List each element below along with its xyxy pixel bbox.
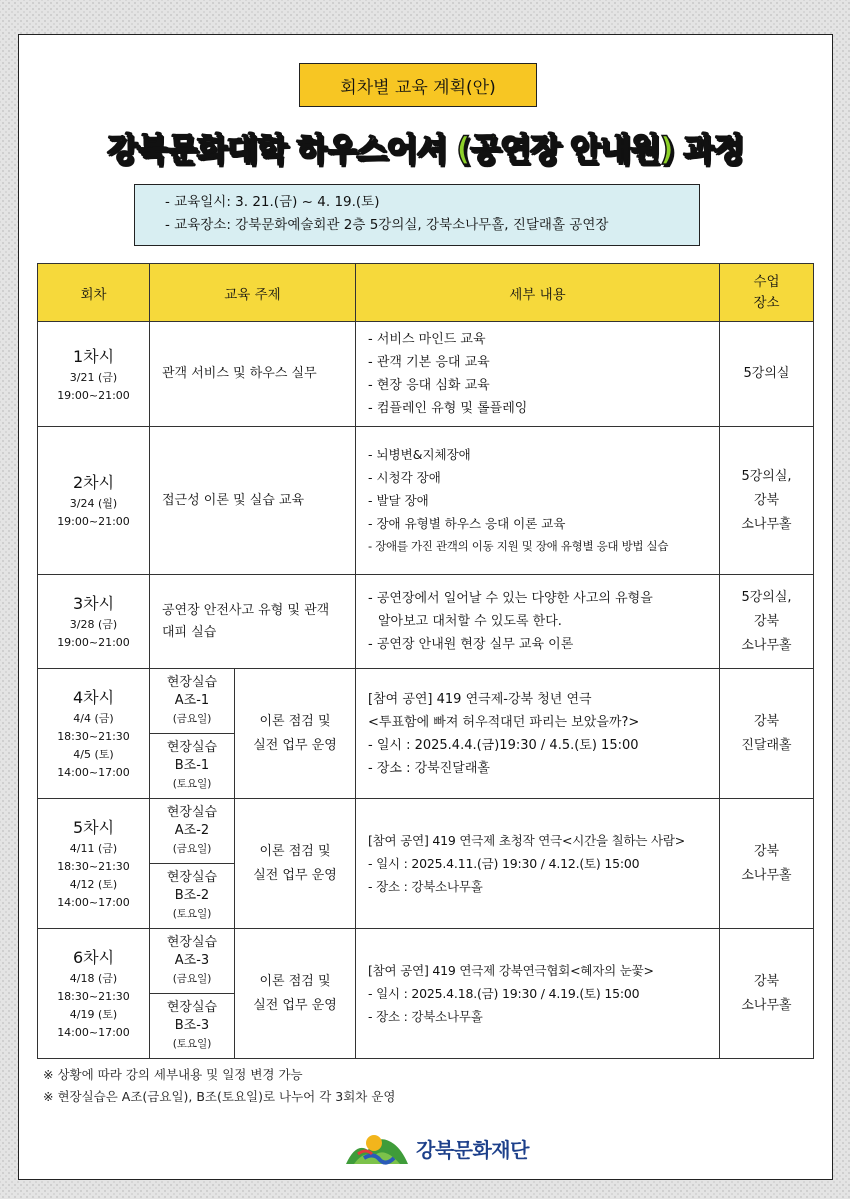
session-date: 4/19 (토) bbox=[69, 1008, 118, 1021]
session-name: 6차시 bbox=[72, 948, 115, 967]
session-time: 19:00~21:00 bbox=[57, 636, 130, 649]
plan-badge: 회차별 교육 계획(안) bbox=[299, 63, 537, 107]
table-row bbox=[38, 322, 814, 427]
detail-line: - 공연장에서 일어날 수 있는 다양한 사고의 유형을 bbox=[368, 591, 653, 606]
detail-cell bbox=[356, 575, 720, 669]
detail-line: - 현장 응대 심화 교육 bbox=[368, 378, 490, 393]
detail-line: [참여 공연] 419 연극제 강북연극협회<혜자의 눈꽃> bbox=[368, 963, 654, 978]
detail-cell bbox=[356, 427, 720, 575]
title-main: 강북문화대학 하우스어셔 bbox=[106, 130, 457, 168]
group-id: A조-3 bbox=[174, 953, 210, 968]
session-time: 18:30~21:30 bbox=[57, 990, 130, 1003]
session-date: 4/12 (토) bbox=[69, 878, 118, 891]
header-place-line2: 장소 bbox=[753, 294, 780, 311]
place-line: 강북 bbox=[753, 492, 780, 508]
place-line: 5강의실 bbox=[743, 366, 790, 381]
subtopic-line: 실전 업무 운영 bbox=[253, 737, 337, 753]
subtopic-cell bbox=[235, 669, 356, 799]
group-day: (토요일) bbox=[172, 1038, 212, 1050]
subtopic-line: 이론 점검 및 bbox=[259, 973, 331, 989]
footnotes bbox=[43, 1064, 396, 1108]
place-line: 소나무홀 bbox=[741, 997, 792, 1013]
place-cell bbox=[720, 427, 814, 575]
place-cell bbox=[720, 799, 814, 929]
group-label: 현장실습 bbox=[166, 870, 218, 885]
place-line: 소나무홀 bbox=[741, 516, 792, 532]
info-box bbox=[134, 184, 700, 246]
session-date: 3/24 (월) bbox=[69, 497, 118, 510]
footnote: ※ 현장실습은 A조(금요일), B조(토요일)로 나누어 각 3회차 운영 bbox=[43, 1089, 396, 1104]
subtopic-line: 실전 업무 운영 bbox=[253, 997, 337, 1013]
foundation-name: 강북문화재단 bbox=[416, 1137, 529, 1162]
schedule-table bbox=[37, 263, 814, 1059]
subtopic-line: 이론 점검 및 bbox=[259, 713, 331, 729]
header-place bbox=[720, 264, 814, 322]
session-name: 1차시 bbox=[72, 346, 115, 366]
topic-line: 공연장 안전사고 유형 및 관객 bbox=[162, 602, 330, 618]
place-cell bbox=[720, 575, 814, 669]
subtopic-cell bbox=[235, 929, 356, 1059]
session-name: 3차시 bbox=[72, 594, 115, 613]
session-time: 19:00~21:00 bbox=[57, 388, 130, 402]
place-cell bbox=[720, 929, 814, 1059]
place-line: 5강의실, bbox=[741, 589, 792, 605]
footnote: ※ 상황에 따라 강의 세부내용 및 일정 변경 가능 bbox=[43, 1067, 303, 1082]
detail-line: - 장소 : 강북진달래홀 bbox=[368, 760, 490, 776]
detail-cell bbox=[356, 669, 720, 799]
foundation-logo-icon bbox=[344, 1128, 410, 1168]
detail-line: - 일시 : 2025.4.18.(금) 19:30 / 4.19.(토) 15:00 bbox=[368, 986, 640, 1001]
group-id: B조-2 bbox=[174, 888, 210, 903]
session-time: 14:00~17:00 bbox=[57, 896, 130, 909]
session-time: 14:00~17:00 bbox=[57, 766, 130, 779]
session-time: 19:00~21:00 bbox=[57, 515, 130, 528]
detail-line: - 일시 : 2025.4.11.(금) 19:30 / 4.12.(토) 15:00 bbox=[368, 856, 640, 871]
place-line: 강북 bbox=[753, 843, 780, 859]
group-day: (토요일) bbox=[172, 908, 212, 920]
detail-line: <투표함에 빠져 허우적대던 파리는 보았을까?> bbox=[368, 714, 640, 730]
place-line: 진달래홀 bbox=[741, 737, 792, 753]
topic-cell bbox=[150, 575, 356, 669]
session-cell bbox=[38, 322, 150, 427]
session-date: 4/4 (금) bbox=[73, 712, 114, 725]
group-a-cell bbox=[150, 669, 235, 734]
session-name: 4차시 bbox=[72, 688, 115, 707]
topic-line: 대피 실습 bbox=[162, 624, 217, 640]
detail-line: - 컴플레인 유형 및 롤플레잉 bbox=[368, 401, 528, 416]
place-line: 강북 bbox=[753, 613, 780, 629]
topic-cell: 접근성 이론 및 실습 교육 bbox=[150, 427, 356, 575]
topic-cell: 관객 서비스 및 하우스 실무 bbox=[150, 322, 356, 427]
session-time: 18:30~21:30 bbox=[57, 860, 130, 873]
place-line: 5강의실, bbox=[741, 468, 792, 484]
session-cell bbox=[38, 669, 150, 799]
group-day: (금요일) bbox=[172, 973, 212, 985]
detail-cell bbox=[356, 322, 720, 427]
place-cell bbox=[720, 322, 814, 427]
detail-line: - 장애를 가진 관객의 이동 지원 및 장애 유형별 응대 방법 실습 bbox=[368, 539, 669, 553]
detail-line: - 시청각 장애 bbox=[368, 470, 441, 485]
subtopic-line: 이론 점검 및 bbox=[259, 843, 331, 859]
foundation-logo bbox=[344, 1126, 529, 1170]
table-row bbox=[38, 929, 814, 994]
group-id: A조-1 bbox=[174, 693, 210, 708]
group-id: A조-2 bbox=[174, 823, 210, 838]
subtopic-cell bbox=[235, 799, 356, 929]
info-venue: - 교육장소: 강북문화예술회관 2층 5강의실, 강북소나무홀, 진달래홀 공연장 bbox=[165, 217, 609, 233]
detail-line: - 공연장 안내원 현장 실무 교육 이론 bbox=[368, 637, 574, 652]
header-place-line1: 수업 bbox=[753, 273, 780, 290]
page-title bbox=[0, 124, 850, 170]
group-a-cell bbox=[150, 929, 235, 994]
detail-line: - 서비스 마인드 교육 bbox=[368, 332, 486, 347]
detail-line: 알아보고 대처할 수 있도록 한다. bbox=[378, 614, 562, 629]
detail-cell bbox=[356, 799, 720, 929]
detail-cell bbox=[356, 929, 720, 1059]
detail-line: - 장소 : 강북소나무홀 bbox=[368, 879, 483, 894]
session-cell bbox=[38, 799, 150, 929]
info-schedule: - 교육일시: 3. 21.(금) ~ 4. 19.(토) bbox=[165, 194, 380, 210]
group-a-cell bbox=[150, 799, 235, 864]
table-row bbox=[38, 669, 814, 734]
detail-line: - 발달 장애 bbox=[368, 493, 429, 508]
table-header-row bbox=[38, 264, 814, 322]
table-row bbox=[38, 427, 814, 575]
session-date: 3/28 (금) bbox=[69, 618, 118, 631]
session-name: 2차시 bbox=[72, 473, 115, 492]
detail-line: [참여 공연] 419 연극제 초청작 연극<시간을 칠하는 사람> bbox=[368, 833, 686, 848]
session-cell bbox=[38, 427, 150, 575]
place-cell bbox=[720, 669, 814, 799]
title-highlight: (공연장 안내원) bbox=[456, 130, 674, 168]
header-detail: 세부 내용 bbox=[356, 264, 720, 322]
session-time: 18:30~21:30 bbox=[57, 730, 130, 743]
place-line: 강북 bbox=[753, 713, 780, 729]
group-label: 현장실습 bbox=[166, 740, 218, 755]
place-line: 강북 bbox=[753, 973, 780, 989]
group-label: 현장실습 bbox=[166, 675, 218, 690]
group-b-cell bbox=[150, 864, 235, 929]
session-date: 3/21 (금) bbox=[69, 370, 118, 384]
session-name: 5차시 bbox=[72, 818, 115, 837]
group-b-cell bbox=[150, 734, 235, 799]
group-day: (금요일) bbox=[172, 843, 212, 855]
detail-line: - 관객 기본 응대 교육 bbox=[368, 355, 490, 370]
session-date: 4/5 (토) bbox=[73, 748, 114, 761]
detail-line: - 일시 : 2025.4.4.(금)19:30 / 4.5.(토) 15:00 bbox=[368, 737, 639, 753]
session-date: 4/11 (금) bbox=[69, 842, 118, 855]
title-suffix: 과정 bbox=[673, 130, 744, 168]
group-label: 현장실습 bbox=[166, 935, 218, 950]
detail-line: [참여 공연] 419 연극제-강북 청년 연극 bbox=[368, 691, 592, 707]
place-line: 소나무홀 bbox=[741, 637, 792, 653]
group-b-cell bbox=[150, 994, 235, 1059]
header-topic: 교육 주제 bbox=[150, 264, 356, 322]
subtopic-line: 실전 업무 운영 bbox=[253, 867, 337, 883]
session-cell bbox=[38, 575, 150, 669]
session-cell bbox=[38, 929, 150, 1059]
group-label: 현장실습 bbox=[166, 805, 218, 820]
header-session: 회차 bbox=[38, 264, 150, 322]
detail-line: - 장애 유형별 하우스 응대 이론 교육 bbox=[368, 516, 566, 531]
group-label: 현장실습 bbox=[166, 1000, 218, 1015]
group-day: (금요일) bbox=[172, 713, 212, 725]
table-row bbox=[38, 575, 814, 669]
detail-line: - 장소 : 강북소나무홀 bbox=[368, 1009, 483, 1024]
table-row bbox=[38, 799, 814, 864]
session-date: 4/18 (금) bbox=[69, 972, 118, 985]
place-line: 소나무홀 bbox=[741, 867, 792, 883]
detail-line: - 뇌병변&지체장애 bbox=[368, 447, 471, 462]
group-day: (토요일) bbox=[172, 778, 212, 790]
group-id: B조-3 bbox=[174, 1018, 210, 1033]
group-id: B조-1 bbox=[174, 758, 210, 773]
session-time: 14:00~17:00 bbox=[57, 1026, 130, 1039]
